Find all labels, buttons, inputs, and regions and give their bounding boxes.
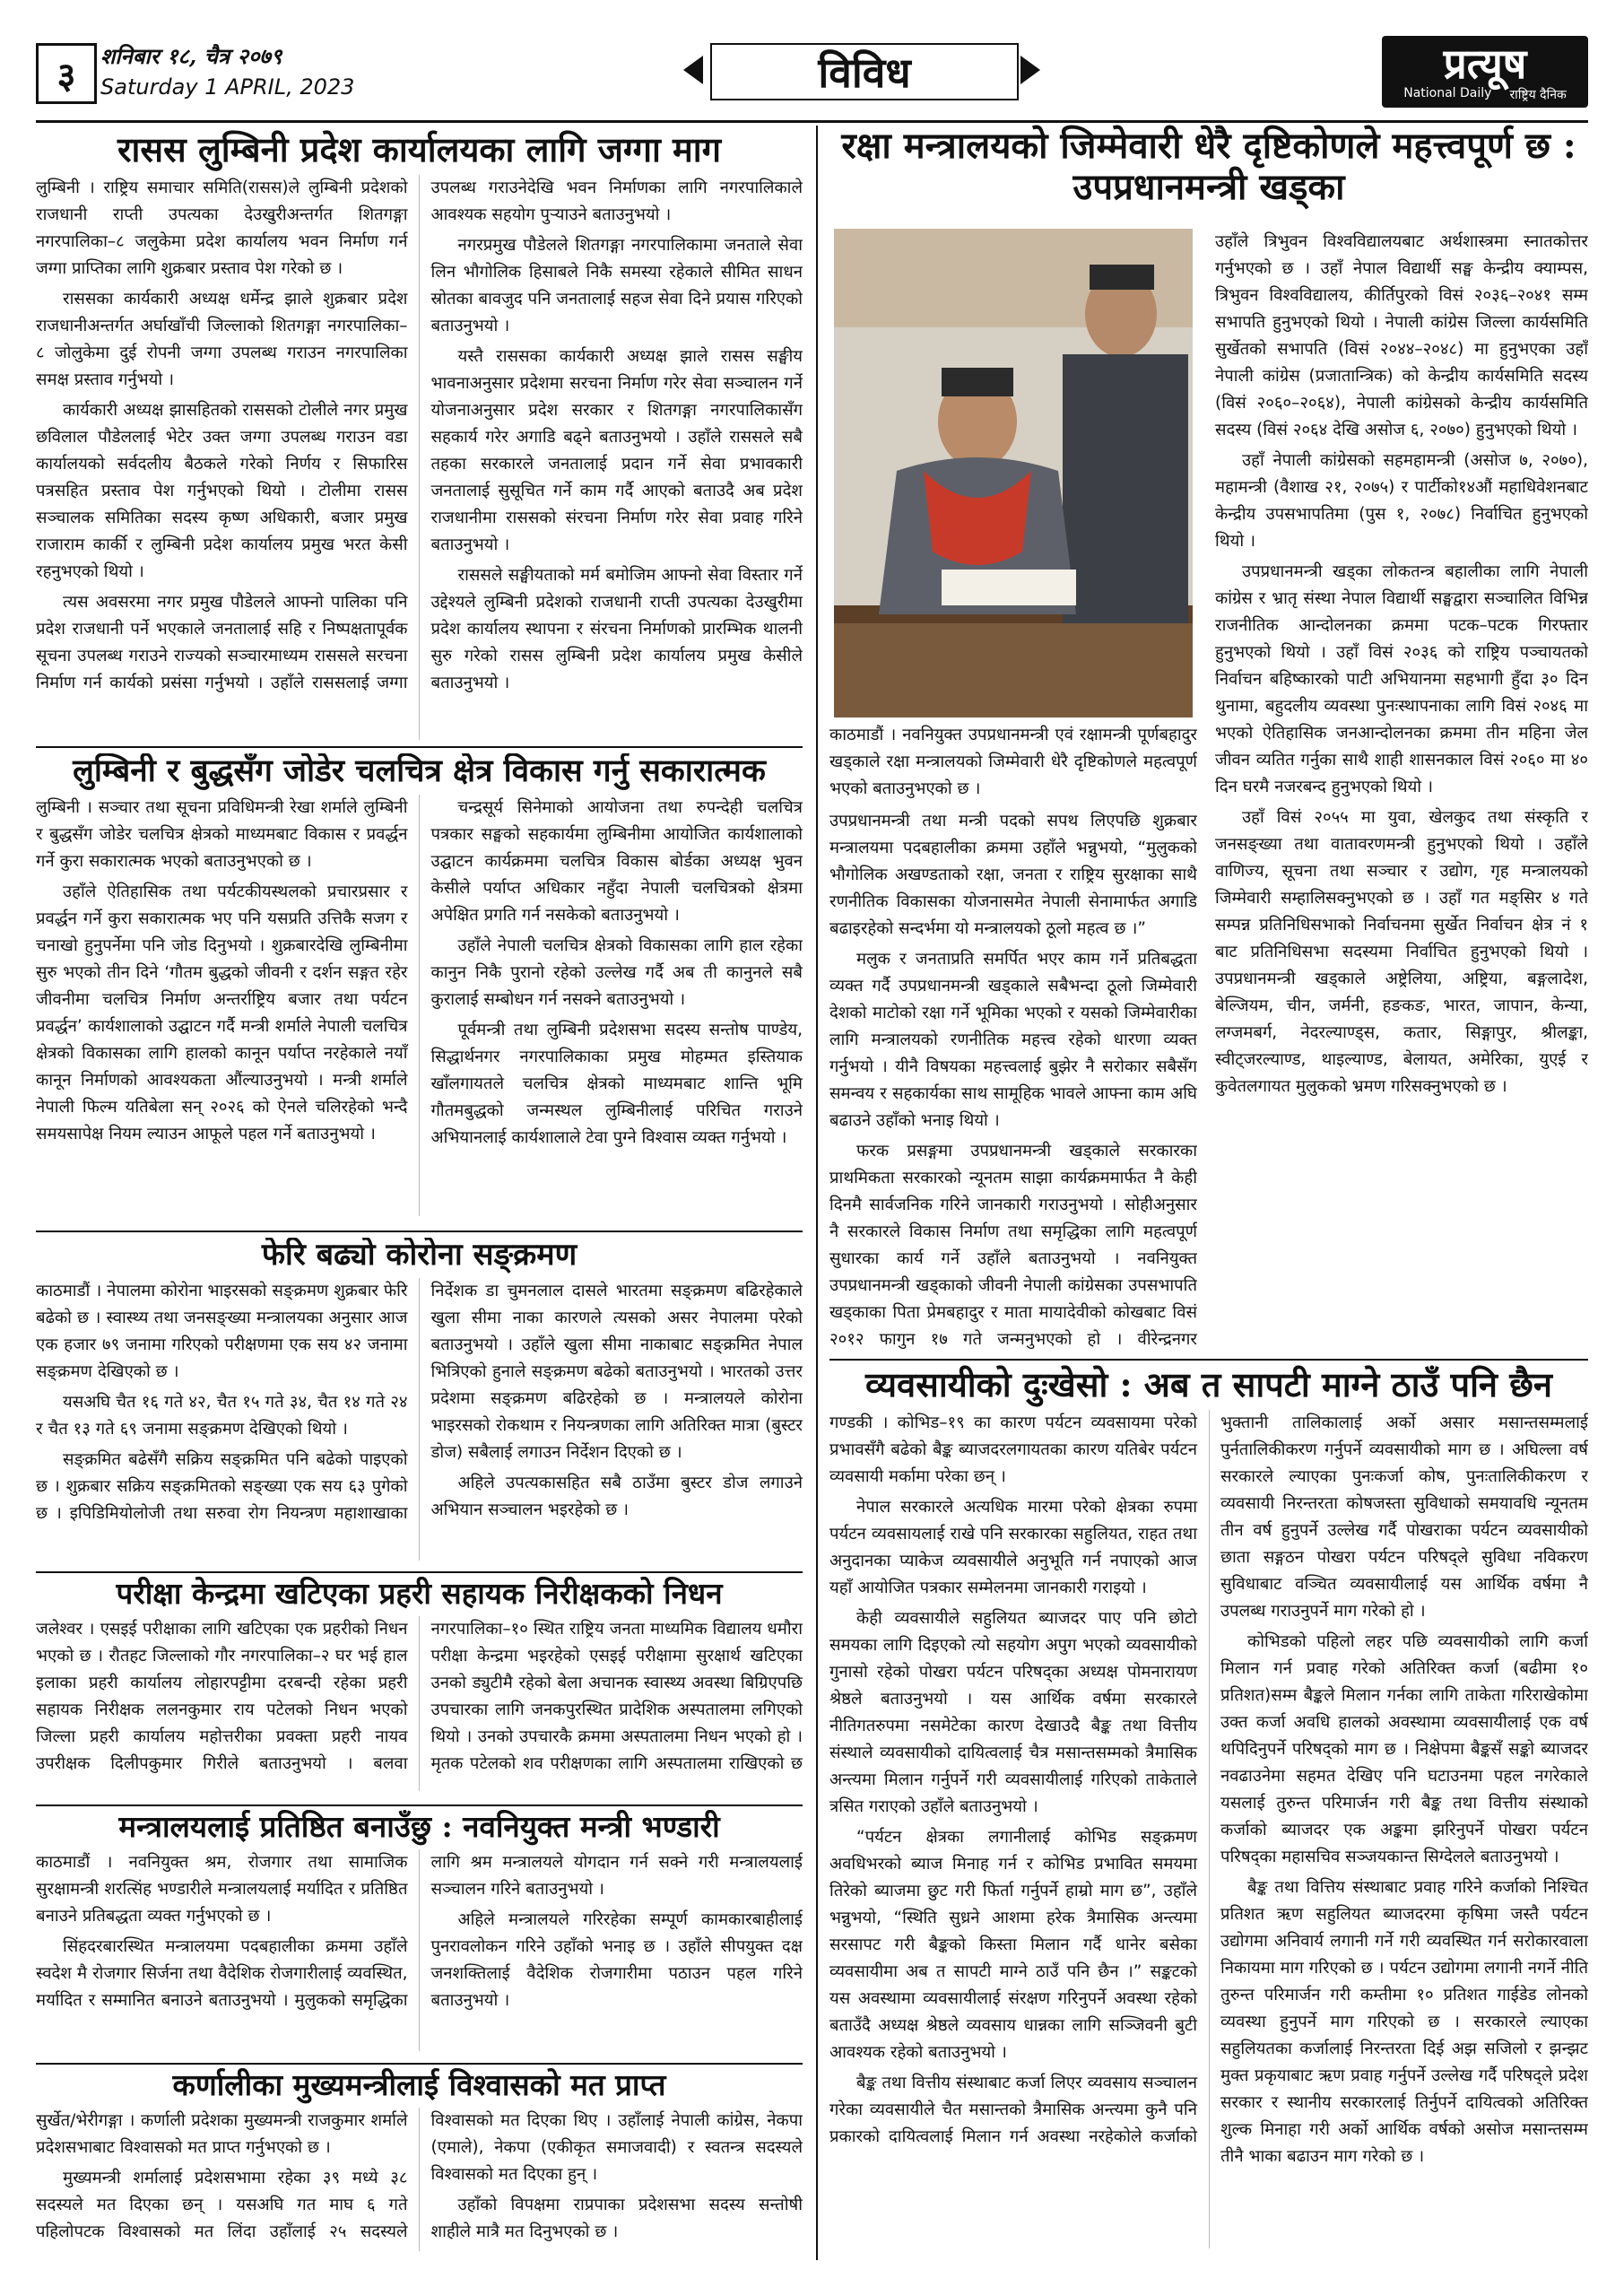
logo-sub-en: National Daily bbox=[1403, 85, 1492, 100]
article-mantralaya bbox=[36, 1810, 803, 2066]
headline: लुम्बिनी र बुद्धसँग जोडेर चलचित्र क्षेत्र विकास गर्नु सकारात्मक bbox=[73, 753, 766, 789]
paragraph: कोभिडको पहिलो लहर पछि व्यवसायीको लागि कर्जा मिलान गर्न प्रवाह गरेको अतिरिक्त कर्जा (बढीमा १० प्रतिशत)सम्म बैङ्कले मिलान गर्नका लागि ताकेता गरिराखेकोमा उक्त कर्जा अवधि हालको अवस्थामा व्यवसायीलाई एक वर्ष थपिदिनुपर्ने परिषद्को माग छ । निक्षेपमा बैङ्कसँ सङ्को ब्याजदर नवढाउनेमा सहमत देखिए पनि घटाउनमा पहल नगरेकाले यसलाई तुरुन्त परिमार्जन गरी बैङ्क तथा वित्तीय संस्थाको कर्जाको ब्याजदर एक अङ्कमा झरिनुपर्ने पोखरा पर्यटन परिषद्का महासचिव सञ्जयकान्त सिग्देलले बताउनुभयो । bbox=[1220, 1631, 1588, 1866]
paragraph: चन्द्रसूर्य सिनेमाको आयोजना तथा रुपन्देही चलचित्र पत्रकार सङ्घको सहकार्यमा लुम्बिनीमा आयोजित कार्यशालाको उद्घाटन कार्यक्रममा चलचित्र विकास बोर्डका अध्यक्ष भुवन केसीले पर्याप्त अधिकार नहुँदा नेपाली चलचित्रको क्षेत्रमा अपेक्षित प्रगति गर्न नसकेको बताउनुभयो । bbox=[430, 798, 803, 926]
paragraph: बैङ्क तथा वित्तिय संस्थाबाट प्रवाह गरिने कर्जाको निश्चित प्रतिशत ऋण सहुलियत ब्याजदरमा कृषिमा जस्तै पर्यटन उद्योगमा अनिवार्य लगानी गर्ने गरी व्यवस्थित गर्न सरोकारवाला निकायमा माग गरिएको छ । पर्यटन उद्योगमा लगानी नगर्ने नीति तुरुन्त परिमार्जन गरी कम्तीमा १० प्रतिशत गाईडेड लोनको व्यवस्था हुनुपर्ने माग गरिएको छ । सरकारले ल्याएका सहुलियतका कर्जालाई निरन्तरता दिई अझ सजिलो र झन्झट मुक्त प्रकृयाबाट ऋण प्रवाह गर्नुपर्ने उल्लेख गर्दै परिषद्ले प्रदेश सरकार र स्थानीय सरकारलाई तिर्नुपर्ने दायित्वको अतिरिक्त शुल्क मिनाहा गरी अर्को आर्थिक वर्षको असोज मसान्तसम्म तीनै भाका बढाउन माग गरेको छ । bbox=[1220, 1877, 1588, 2166]
article-body bbox=[36, 795, 803, 1216]
date-nepali: शनिबार १८, चैत्र २०७९ bbox=[100, 43, 282, 69]
paragraph: लुम्बिनी । सञ्चार तथा सूचना प्रविधिमन्त्री रेखा शर्माले लुम्बिनी र बुद्धसँग जोडेर चलचित्र क्षेत्रको माध्यमबाट विकास र प्रवर्द्धन गर्ने कुरा सकारात्मक भएको बताउनुभएको छ । bbox=[36, 798, 408, 872]
paragraph: नेपाल सरकारले अत्यधिक मारमा परेको क्षेत्रका रुपमा पर्यटन व्यवसायलाई राखे पनि सरकारका सहुलियत, राहत तथा अनुदानका प्याकेज व्यवसायीले अनुभूति गर्न नपाएको आज यहाँ आयोजित पत्रकार सम्मेलनमा जानकारी गराइयो । bbox=[829, 1497, 1197, 1597]
divider bbox=[36, 746, 803, 748]
article-vyavasayi bbox=[829, 1365, 1588, 2262]
paragraph: उहाँ नेपाली कांग्रेसको सहमहामन्त्री (असोज ७, २०७०), महामन्त्री (वैशाख २१, २०७५) र पार्टीको१४औं महाधिवेशनबाट केन्द्रीय उपसभापतिमा (पुस १, २०७८) निर्वाचित हुनुभएको थियो । bbox=[1215, 451, 1588, 551]
paragraph: सङ्क्रमित बढेसँगै सक्रिय सङ्क्रमित पनि बढेको पाइएको छ । शुक्रबार सक्रिय सङ्क्रमितको सङ्ख्या एक सय ६३ पुगेको छ । इपिडिमियोलोजी तथा सरुवा रोग नियन्त्रण महाशाखाका निर्देशक डा चुमनलाल दासले भारतमा सङ्क्रमण बढिरहेकाले खुला सीमा नाका कारणले त्यसको असर नेपालमा परेको बताउनुभयो । उहाँले खुला सीमा नाकाबाट सङ्क्रमित नेपाल भित्रिएको हुनाले सङ्क्रमण बढेको बताउनुभयो । भारतको उत्तर प्रदेशमा सङ्क्रमण बढिरहेको छ । मन्त्रालयले कोरोना भाइरसको रोकथाम र नियन्त्रणका लागि अतिरिक्त मात्रा (बुस्टर डोज) सबैलाई लगाउन निर्देशन दिएको छ । bbox=[36, 1282, 803, 1524]
section-title: विविध bbox=[710, 43, 1019, 100]
headline: फेरि बढ्यो कोरोना सङ्क्रमण bbox=[261, 1238, 578, 1273]
article-corona bbox=[36, 1238, 803, 1574]
logo-title: प्रत्यूष bbox=[1443, 39, 1527, 88]
article-body bbox=[1215, 229, 1588, 1100]
article-body bbox=[36, 2108, 803, 2251]
arrow-right-icon bbox=[1020, 56, 1040, 84]
divider bbox=[36, 2063, 803, 2065]
divider bbox=[829, 1359, 1588, 1361]
paragraph: उहाँले त्रिभुवन विश्वविद्यालयबाट अर्थशास्त्रमा स्नातकोत्तर गर्नुभएको छ । उहाँ नेपाल विद्यार्थी सङ्घ केन्द्रीय क्याम्पस, त्रिभुवन विश्वविद्यालय, कीर्तिपुरको विसं २०३६–२०४१ सम्म सभापति हुनुभएको थियो । नेपाली कांग्रेस जिल्ला कार्यसमिति सुर्खेतको सभापति (विसं २०४४–२०४८) मा हुनुभएका उहाँ नेपाली कांग्रेस (प्रजातान्त्रिक) को केन्द्रीय कार्यसमिति सदस्य (विसं २०६०–२०६४), नेपाली कांग्रेसको केन्द्रीय कार्यसमिति सदस्य (विसं २०६४ देखि असोज ६, २०७०) हुनुभएको थियो । bbox=[1215, 232, 1588, 439]
arrow-left-icon bbox=[683, 56, 703, 84]
paragraph: राससले सङ्घीयताको मर्म बमोजिम आफ्नो सेवा विस्तार गर्ने उद्देश्यले लुम्बिनी प्रदेशको राजधानी राप्ती उपत्यका देउखुरीमा प्रदेश कार्यालय स्थापना र संरचना निर्माणको प्रारम्भिक थालनी सुरु गरेको रासस लुम्बिनी प्रदेश कार्यालय प्रमुख केसीले बताउनुभयो । bbox=[430, 565, 803, 692]
paragraph: उपप्रधानमन्त्री तथा मन्त्री पदको सपथ लिएपछि शुक्रबार मन्त्रालयमा पदबहालीका क्रममा उहाँले भन्नुभयो, “मुलुकको भौगोलिक अखण्डताको रक्षा, जनता र राष्ट्रिय सुरक्षाका साथै रणनीतिक विकासका योजनासमेत नेपाली सेनामार्फत अगाडि बढाइरहेको सन्दर्भमा यो मन्त्रालयको ठूलो महत्व छ ।” bbox=[829, 812, 1197, 938]
paragraph: पूर्वमन्त्री तथा लुम्बिनी प्रदेशसभा सदस्य सन्तोष पाण्डेय, सिद्धार्थनगर नगरपालिकाका प्रमुख मोहम्मत इस्तियाक खाँलगायतले चलचित्र क्षेत्रको माध्यमबाट शान्ति भूमि गौतमबुद्धको जन्मस्थल लुम्बिनीलाई परिचित गराउने अभियानलाई कार्यशालाले टेवा पुग्ने विश्वास व्यक्त गर्नुभयो । bbox=[430, 1021, 803, 1148]
photo-illustration bbox=[834, 229, 1193, 718]
photo-minister-signing bbox=[834, 229, 1193, 718]
paragraph: उपप्रधानमन्त्री खड्का लोकतन्त्र बहालीका लागि नेपाली कांग्रेस र भ्रातृ संस्था नेपाल विद्यार्थी सङ्घद्वारा सञ्चालित विभिन्न राजनीतिक आन्दोलनका क्रममा पटक–पटक गिरफ्तार हुनुभएको थियो । उहाँ विसं २०३६ को राष्ट्रिय पञ्चायतको निर्वाचन बहिष्कारको पाटी अभियानमा सहभागी हुँदा ३० दिन थुनामा, बहुदलीय व्यवस्था पुनःस्थापनाका लागि विसं २०४६ मा भएको ऐतिहासिक जनआन्दोलनका क्रममा तीन महिना जेल जीवन व्यतित गर्नुका साथै शाही शासनकाल विसं २०६० मा ४० दिन घरमै नजरबन्द हुनुभएको थियो । bbox=[1215, 562, 1588, 796]
divider bbox=[36, 1571, 803, 1573]
paragraph: यस्तै राससका कार्यकारी अध्यक्ष झाले रासस सङ्घीय भावनाअनुसार प्रदेशमा सरचना निर्माण गरेर सेवा सञ्चालन गर्ने योजनाअनुसार प्रदेश सरकार र शितगङ्गा नगरपालिकासँग सहकार्य गरेर अगाडि बढ्ने बताउनुभयो । उहाँले राससले सबै तहका सरकारले जनतालाई प्रदान गर्ने सेवा प्रभावकारी जनतालाई सुसूचित गर्ने काम गर्दै आएको बताउदै अब प्रदेश राजधानीमा राससको संरचना निर्माण गरेर सेवा प्रवाह गरिने बताउनुभयो । bbox=[430, 346, 803, 554]
paragraph: केही व्यवसायीले सहुलियत ब्याजदर पाए पनि छोटो समयका लागि दिइएको त्यो सहयोग अपुग भएको व्यवसायीको गुनासो रहेको पोखरा पर्यटन परिषद्का अध्यक्ष पोमनारायण श्रेष्ठले बताउनुभयो । यस आर्थिक वर्षमा सरकारले नीतिगतरुपमा नसमेटेका कारण देखाउदै बैङ्क तथा वित्तीय संस्थाले व्यवसायीको दायित्वलाई चैत्र मसान्तसम्मको त्रैमासिक अन्त्यमा मिलान गर्नुपर्ने गरी व्यवसायीलाई गरिएको ताकेताले त्रसित गराएको उहाँले बताउनुभयो । bbox=[829, 1608, 1197, 1816]
paragraph: काठमाडौं । नेपालमा कोरोना भाइरसको सङ्क्रमण शुक्रबार फेरि बढेको छ । स्वास्थ्य तथा जनसङ्ख्या मन्त्रालयका अनुसार आज एक हजार ७९ जनामा गरिएको परीक्षणमा एक सय ४२ जनामा सङ्क्रमण देखिएको छ । bbox=[36, 1282, 408, 1382]
newspaper-logo bbox=[1382, 36, 1588, 108]
article-body bbox=[829, 808, 1197, 1354]
header-rule bbox=[36, 120, 1588, 123]
paragraph: उहाँले नेपाली चलचित्र क्षेत्रको विकासका लागि हाल रहेका कानुन निकै पुरानो रहेको उल्लेख गर्दै अब ती कानुनले सबै कुरालाई सम्बोधन गर्न नसक्ने बताउनुभयो । bbox=[430, 936, 803, 1010]
headline: रासस लुम्बिनी प्रदेश कार्यालयका लागि जग्गा माग bbox=[117, 130, 721, 170]
headline: मन्त्रालयलाई प्रतिष्ठित बनाउँछु : नवनियुक्त मन्त्री भण्डारी bbox=[118, 1810, 720, 1844]
paragraph: गण्डकी । कोभिड–१९ का कारण पर्यटन व्यवसायमा परेको प्रभावसँगै बढेको बैङ्क ब्याजदरलगायतका कारण यतिबेर पर्यटन व्यवसायी मर्कामा परेका छन् । bbox=[829, 1413, 1197, 1486]
paragraph: नगरप्रमुख पौडेलले शितगङ्गा नगरपालिकामा जनताले सेवा लिन भौगोलिक हिसाबले निकै समस्या रहेकाले सीमित साधन स्रोतका बावजुद पनि जनतालाई सहज सेवा दिने प्रयास गरिएको बताउनुभयो । bbox=[430, 235, 803, 335]
divider bbox=[36, 1805, 803, 1806]
paragraph: फरक प्रसङ्गमा उपप्रधानमन्त्री खड्काले सरकारका प्राथमिकता सरकारको न्यूनतम साझा कार्यक्रममार्फत नै केही दिनमै सार्वजनिक गरिने जानकारी गराउनुभयो । सोहीअनुसार नै सरकारले विकास निर्माण तथा समृद्धिका लागि महत्वपूर्ण सुधारका कार्य गर्ने उहाँले बताउनुभयो । नवनियुक्त उपप्रधानमन्त्री खड्काको जीवनी नेपाली कांग्रेसका उपसभापति खड्काका पिता प्रेमबहादुर र माता मायादेवीको कोखबाट विसं २०१२ फागुन १७ गते जन्मनुभएको हो । वीरेन्द्रनगर bbox=[829, 1142, 1197, 1349]
paragraph: त्यस अवसरमा नगर प्रमुख पौडेलले आफ्नो पालिका पनि प्रदेश राजधानी पर्ने भएकाले जनतालाई सहि र निष्पक्षतापूर्वक सूचना उपलब्ध गराउने राज्यको सञ्चारमाध्यम राससले सरचना निर्माण गर्न कार्यको प्रसंसा गर्नुभयो । उहाँले राससलाई जग्गा उपलब्ध गराउनेदेखि भवन निर्माणका लागि नगरपालिकाले आवश्यक सहयोग पुऱ्याउने बताउनुभयो । bbox=[36, 178, 803, 692]
paragraph: कार्यकारी अध्यक्ष झासहितको राससको टोलीले नगर प्रमुख छविलाल पौडेललाई भेटेर उक्त जग्गा उपलब्ध गराउन वडा कार्यालयको सर्वदलीय बैठकले गरेको निर्णय र सिफारिस पत्रसहित प्रस्ताव पेश गर्नुभएको थियो । टोलीमा रासस सञ्चालक समितिका सदस्य कृष्ण अधिकारी, बजार प्रमुख राजाराम कार्की र लुम्बिनी प्रदेश कार्यालय प्रमुख भरत केसी रहनुभएको थियो । bbox=[36, 400, 408, 581]
photo-caption: काठमाडौं । नवनियुक्त उपप्रधानमन्त्री एवं रक्षामन्त्री पूर्णबहादुर खड्काले रक्षा मन्त्रालयको जिम्मेवारी धेरै दृष्टिकोणले महत्वपूर्ण भएको बताउनुभएको छ । bbox=[829, 726, 1197, 798]
article-body bbox=[36, 1849, 803, 2051]
paragraph: अहिले उपत्यकासहित सबै ठाउँमा बुस्टर डोज लगाउने अभियान सञ्चालन भइरहेको छ । bbox=[430, 1474, 803, 1520]
paragraph: “पर्यटन क्षेत्रका लगानीलाई कोभिड सङ्क्रमण अवधिभरको ब्याज मिनाह गर्न र कोभिड प्रभावित समयमा तिरेको ब्याजमा छुट गरी फिर्ता गर्नुपर्ने हाम्रो माग छ”, उहाँले भन्नुभयो, “स्थिति सुध्रने आशमा हरेक त्रैमासिक अन्त्यमा सरसापट गरी बैङ्कको किस्ता मिलान गर्दै धानेर बसेका व्यवसायीमा अब त सापटी माग्ने ठाउँ पनि छैन ।” सङ्कटको यस अवस्थामा व्यवसायीलाई संरक्षण गरिनुपर्ने अवस्था रहेको बताउँदै अध्यक्ष श्रेष्ठले व्यवसाय धान्नका लागि सञ्जिवनी बुटी आवश्यक रहेको बताउनुभयो । bbox=[829, 1827, 1197, 2062]
paragraph: उहाँले ऐतिहासिक तथा पर्यटकीयस्थलको प्रचारप्रसार र प्रवर्द्धन गर्ने कुरा सकारात्मक भए पनि यसप्रति उत्तिकै सजग र चनाखो हुनुपर्नेमा पनि जोड दिनुभयो । शुक्रबारदेखि लुम्बिनीमा सुरु भएको तीन दिने ‘गौतम बुद्धको जीवनी र दर्शन सङ्गत रहेर जीवनीमा चलचित्र निर्माण अन्तर्राष्ट्रिय बजार तथा पर्यटन प्रवर्द्धन’ कार्यशालाको उद्घाटन गर्दै मन्त्री शर्माले नेपाली चलचित्र क्षेत्रको विकासका लागि हालको कानून पर्याप्त नरहेकाले नयाँ कानून निर्माणको आवश्यकता औंल्याउनुभयो । मन्त्री शर्माले नेपाली फिल्म यतिबेला सन् २०२६ को ऐनले चलिरहेको भन्दै समयसापेक्ष नियम ल्याउन आफूले पहल गर्ने बताउनुभयो । bbox=[36, 883, 408, 1144]
paragraph: मलुक र जनताप्रति समर्पित भएर काम गर्ने प्रतिबद्धता व्यक्त गर्दै उपप्रधानमन्त्री खड्काले सबैभन्दा ठूलो जिम्मेवारी देशको माटोको रक्षा गर्ने भूमिका भएको र यसको जिम्मेवारीका लागि मन्त्रालयको रणनीतिक महत्त्व रहेको धारणा व्यक्त गर्नुभयो । यीनै विषयका महत्त्वलाई बुझेर नै सरोकार सबैसँग समन्वय र सहकार्यका साथ सामूहिक भावले आफ्ना काम अघि बढाउने उहाँको भनाइ थियो । bbox=[829, 950, 1197, 1130]
article-rasas bbox=[36, 130, 803, 758]
paragraph: बैङ्क तथा वित्तीय संस्थाबाट कर्जा लिएर व्यवसाय सञ्चालन गरेका व्यवसायीले चैत मसान्तको त्रैमासिक अन्त्यमा कुनै पनि प्रकारको दायित्वलाई मिलान गर्न अवस्था नरहेकोले कर्जाको भुक्तानी तालिकालाई अर्को असार मसान्तसम्मलाई पुर्नतालिकीकरण गर्नुपर्ने व्यवसायीको माग छ । अघिल्ला वर्ष सरकारले ल्याएका पुनःकर्जा कोष, पुनःतालिकीकरण र व्यवसायी निरन्तरता कोषजस्ता सुविधाको समयावधि न्यूनतम तीन वर्ष हुनुपर्ने उल्लेख गर्दै पोखराका पर्यटन व्यवसायीको छाता सङ्गठन पोखरा पर्यटन परिषद्ले सुविधा नविकरण सुविधाबाट वञ्चित व्यवसायीलाई यस आर्थिक वर्षमा नै उपलब्ध गराउनुपर्ने माग गरेको हो । bbox=[829, 1413, 1588, 2146]
paragraph: उहाँ विसं २०५५ मा युवा, खेलकुद तथा संस्कृति र जनसङ्ख्या तथा वातावरणमन्त्री हुनुभएको थियो । उहाँले वाणिज्य, सूचना तथा सञ्चार र उद्योग, गृह मन्त्रालयको जिम्मेवारी सम्हालिसक्नुभएको छ । उहाँ गत मङ्सिर ४ गते सम्पन्न प्रतिनिधिसभाको निर्वाचनमा सुर्खेत निर्वाचन क्षेत्र नं १ बाट प्रतिनिधिसभा सदस्यमा निर्वाचित हुनुभएको थियो । उपप्रधानमन्त्री खड्काले अष्ट्रेलिया, अष्ट्रिया, बङ्गलादेश, बेल्जियम, चीन, जर्मनी, हङकङ, भारत, जापान, केन्या, लग्जमबर्ग, नेदरल्याण्ड्स, कतार, सिङ्गापुर, श्रीलङ्का, स्वीट्जरल्याण्ड, थाइल्याण्ड, बेलायत, अमेरिका, युएई र कुवेतलगायत मुलुकको भ्रमण गरिसक्नुभएको छ । bbox=[1215, 808, 1588, 1096]
divider bbox=[36, 1231, 803, 1232]
headline: व्यवसायीको दुःखेसो : अब त सापटी माग्ने ठाउँ पनि छैन bbox=[865, 1365, 1552, 1405]
paragraph: अहिले मन्त्रालयले गरिरहेका सम्पूर्ण कामकारबाहीलाई पुनरावलोकन गरिने उहाँको भनाइ छ । उहाँले सीपयुक्त दक्ष जनशक्तिलाई वैदेशिक रोजगारीमा पठाउन पहल गरिने बताउनुभयो । bbox=[430, 1909, 803, 2010]
headline: परीक्षा केन्द्रमा खटिएका प्रहरी सहायक निरीक्षकको निधन bbox=[116, 1577, 723, 1611]
paragraph: सुर्खेत/भेरीगङ्गा । कर्णाली प्रदेशका मुख्यमन्त्री राजकुमार शर्माले प्रदेशसभाबाट विश्वासको मत प्राप्त गर्नुभएको छ । bbox=[36, 2110, 408, 2157]
article-raksha-head bbox=[829, 126, 1588, 233]
issue-date bbox=[100, 41, 354, 102]
paragraph: जलेश्वर । एसइई परीक्षाका लागि खटिएका एक प्रहरीको निधन भएको छ । रौतहट जिल्लाको गौर नगरपालिका–२ घर भई हाल इलाका प्रहरी कार्यालय लोहारपट्टीमा दरबन्दी रहेका प्रहरी सहायक निरीक्षक ललनकुमार राय पटेलको निधन भएको जिल्ला प्रहरी कार्यालय महोत्तरीका प्रवक्ता प्रहरी नायव उपरीक्षक दिलीपकुमार गिरीले बताउनुभयो । बलवा नगरपालिका–१० स्थित राष्ट्रिय जनता माध्यमिक विद्यालय धमौरा परीक्षा केन्द्रमा भइरहेको एसइई परीक्षामा सुरक्षार्थ खटिएका उनको ड्युटीमै रहेको बेला अचानक स्वास्थ्य अवस्था बिग्रिएपछि उपचारका लागि जनकपुरस्थित प्रादेशिक अस्पतालमा लगिएको थियो । उनको उपचारकै क्रममा अस्पतालमा निधन भएको हो । मृतक पटेलको शव परीक्षणका लागि अस्पतालमा राखिएको छ bbox=[36, 1619, 803, 1773]
article-raksha-right bbox=[1215, 229, 1588, 1354]
paragraph: मुख्यमन्त्री शर्मालाई प्रदेशसभामा रहेका ३९ मध्ये ३८ सदस्यले मत दिएका छन् । यसअघि गत माघ ६ गते पहिलोपटक विश्वासको मत लिंदा उहाँलाई २५ सदस्यले विश्वासको मत दिएका थिए । उहाँलाई नेपाली कांग्रेस, नेकपा (एमाले), नेकपा (एकीकृत समाजवादी) र स्वतन्त्र सदस्यले विश्वासको मत दिएका हुन् । bbox=[36, 2110, 803, 2241]
article-body bbox=[36, 175, 803, 740]
page-number: ३ bbox=[36, 43, 97, 104]
masthead bbox=[36, 36, 1588, 117]
column-divider bbox=[816, 126, 818, 2260]
article-body bbox=[829, 1410, 1588, 2248]
paragraph: राससका कार्यकारी अध्यक्ष धर्मेन्द्र झाले शुक्रबार प्रदेश राजधानीअन्तर्गत अर्घाखाँची जिल्लाको शितगङ्गा नगरपालिका–८ जोलुकेमा दुई रोपनी जग्गा उपलब्ध गराउन नगरपालिका समक्ष प्रस्ताव गर्नुभयो । bbox=[36, 289, 408, 389]
article-karnali bbox=[36, 2068, 803, 2261]
headline: कर्णालीका मुख्यमन्त्रीलाई विश्वासको मत प्राप्त bbox=[172, 2068, 666, 2102]
article-body bbox=[36, 1278, 803, 1561]
article-pariksha bbox=[36, 1577, 803, 1805]
date-english: Saturday 1 APRIL, 2023 bbox=[100, 74, 355, 100]
article-chalchitra bbox=[36, 753, 803, 1233]
paragraph: काठमाडौं । नवनियुक्त श्रम, रोजगार तथा सामाजिक सुरक्षामन्त्री शरत्सिंह भण्डारीले मन्त्रालयलाई मर्यादित र प्रतिष्ठित बनाउने प्रतिबद्धता व्यक्त गर्नुभएको छ । bbox=[36, 1852, 408, 1926]
paragraph: उहाँको विपक्षमा राप्रपाका प्रदेशसभा सदस्य सन्तोषी शाहीले मात्रै मत दिनुभएको छ । bbox=[430, 2195, 803, 2241]
article-raksha-left bbox=[829, 722, 1197, 1354]
paragraph: यसअघि चैत १६ गते ४२, चैत १५ गते ३४, चैत १४ गते २४ र चैत १३ गते ६९ जनामा सङ्क्रमण देखिएको थियो । bbox=[36, 1393, 408, 1439]
paragraph: सिंहदरबारस्थित मन्त्रालयमा पदबहालीका क्रममा उहाँले स्वदेश मै रोजगार सिर्जना तथा वैदेशिक रोजगारीलाई व्यवस्थित, मर्यादित र सम्मानित बनाउने बताउनुभयो । मुलुकको समृद्धिका लागि श्रम मन्त्रालयले योगदान गर्न सक्ने गरी मन्त्रालयलाई सञ्चालन गरिने बताउनुभयो । bbox=[36, 1852, 803, 2010]
paragraph: लुम्बिनी । राष्ट्रिय समाचार समिति(रासस)ले लुम्बिनी प्रदेशको राजधानी राप्ती उपत्यका देउखुरीअन्तर्गत शितगङ्गा नगरपालिका–८ जलुकेमा प्रदेश कार्यालय भवन निर्माण गर्न जग्गा प्राप्तिका लागि शुक्रबार प्रस्ताव पेश गरेको छ । bbox=[36, 178, 408, 278]
headline: रक्षा मन्त्रालयको जिम्मेवारी धेरै दृष्टिकोणले महत्त्वपूर्ण छ : उपप्रधानमन्त्री खड्का bbox=[841, 125, 1576, 208]
logo-sub-np: राष्ट्रिय दैनिक bbox=[1509, 87, 1567, 102]
article-body bbox=[36, 1616, 803, 1791]
